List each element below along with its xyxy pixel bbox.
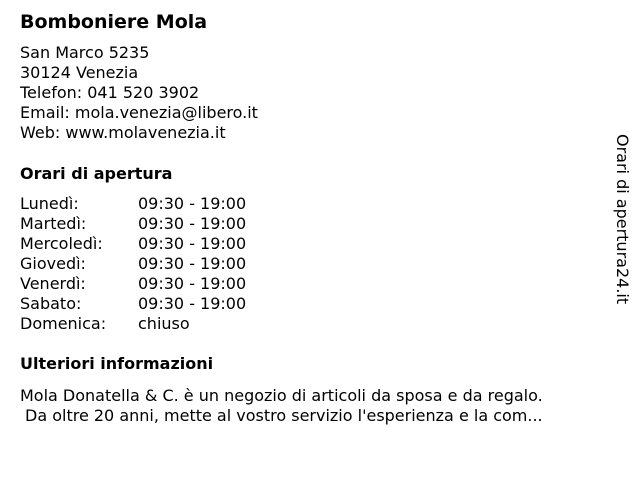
time-value: 09:30 - 19:00 (138, 234, 247, 253)
hours-row-monday (20, 194, 246, 214)
day-label: Giovedì: (20, 254, 86, 273)
day-label: Venerdì: (20, 274, 86, 293)
description-line: Mola Donatella & C. è un negozio di articoli da sposa e da regalo. (20, 386, 543, 405)
hours-row-friday (20, 274, 246, 294)
hours-row-wednesday (20, 234, 246, 254)
day-label: Martedì: (20, 214, 87, 233)
day-label: Sabato: (20, 294, 82, 313)
hours-row-thursday (20, 254, 246, 274)
time-value: 09:30 - 19:00 (138, 214, 247, 233)
site-watermark: Orari di apertura24.it (613, 134, 632, 305)
time-value: 09:30 - 19:00 (138, 254, 247, 273)
time-value: 09:30 - 19:00 (138, 274, 247, 293)
hours-row-sunday (20, 314, 246, 334)
street-address: San Marco 5235 (20, 43, 150, 62)
opening-hours-heading: Orari di apertura (20, 164, 173, 183)
business-description (20, 386, 610, 426)
hours-row-tuesday (20, 214, 246, 234)
business-name: Bomboniere Mola (20, 11, 208, 33)
opening-hours-table (20, 194, 246, 334)
time-value: 09:30 - 19:00 (138, 194, 247, 213)
day-label: Mercoledì: (20, 234, 103, 253)
description-line: Da oltre 20 anni, mette al vostro servizio l'esperienza e la com... (25, 406, 543, 425)
time-value: 09:30 - 19:00 (138, 294, 247, 313)
website: Web: www.molavenezia.it (20, 123, 226, 142)
day-label: Domenica: (20, 314, 107, 333)
phone-number: Telefon: 041 520 3902 (20, 83, 200, 102)
email-address: Email: mola.venezia@libero.it (20, 103, 258, 122)
additional-info-heading: Ulteriori informazioni (20, 354, 214, 373)
city-address: 30124 Venezia (20, 63, 139, 82)
time-value: chiuso (138, 314, 190, 333)
contact-details (20, 43, 258, 143)
hours-row-saturday (20, 294, 246, 314)
day-label: Lunedì: (20, 194, 79, 213)
